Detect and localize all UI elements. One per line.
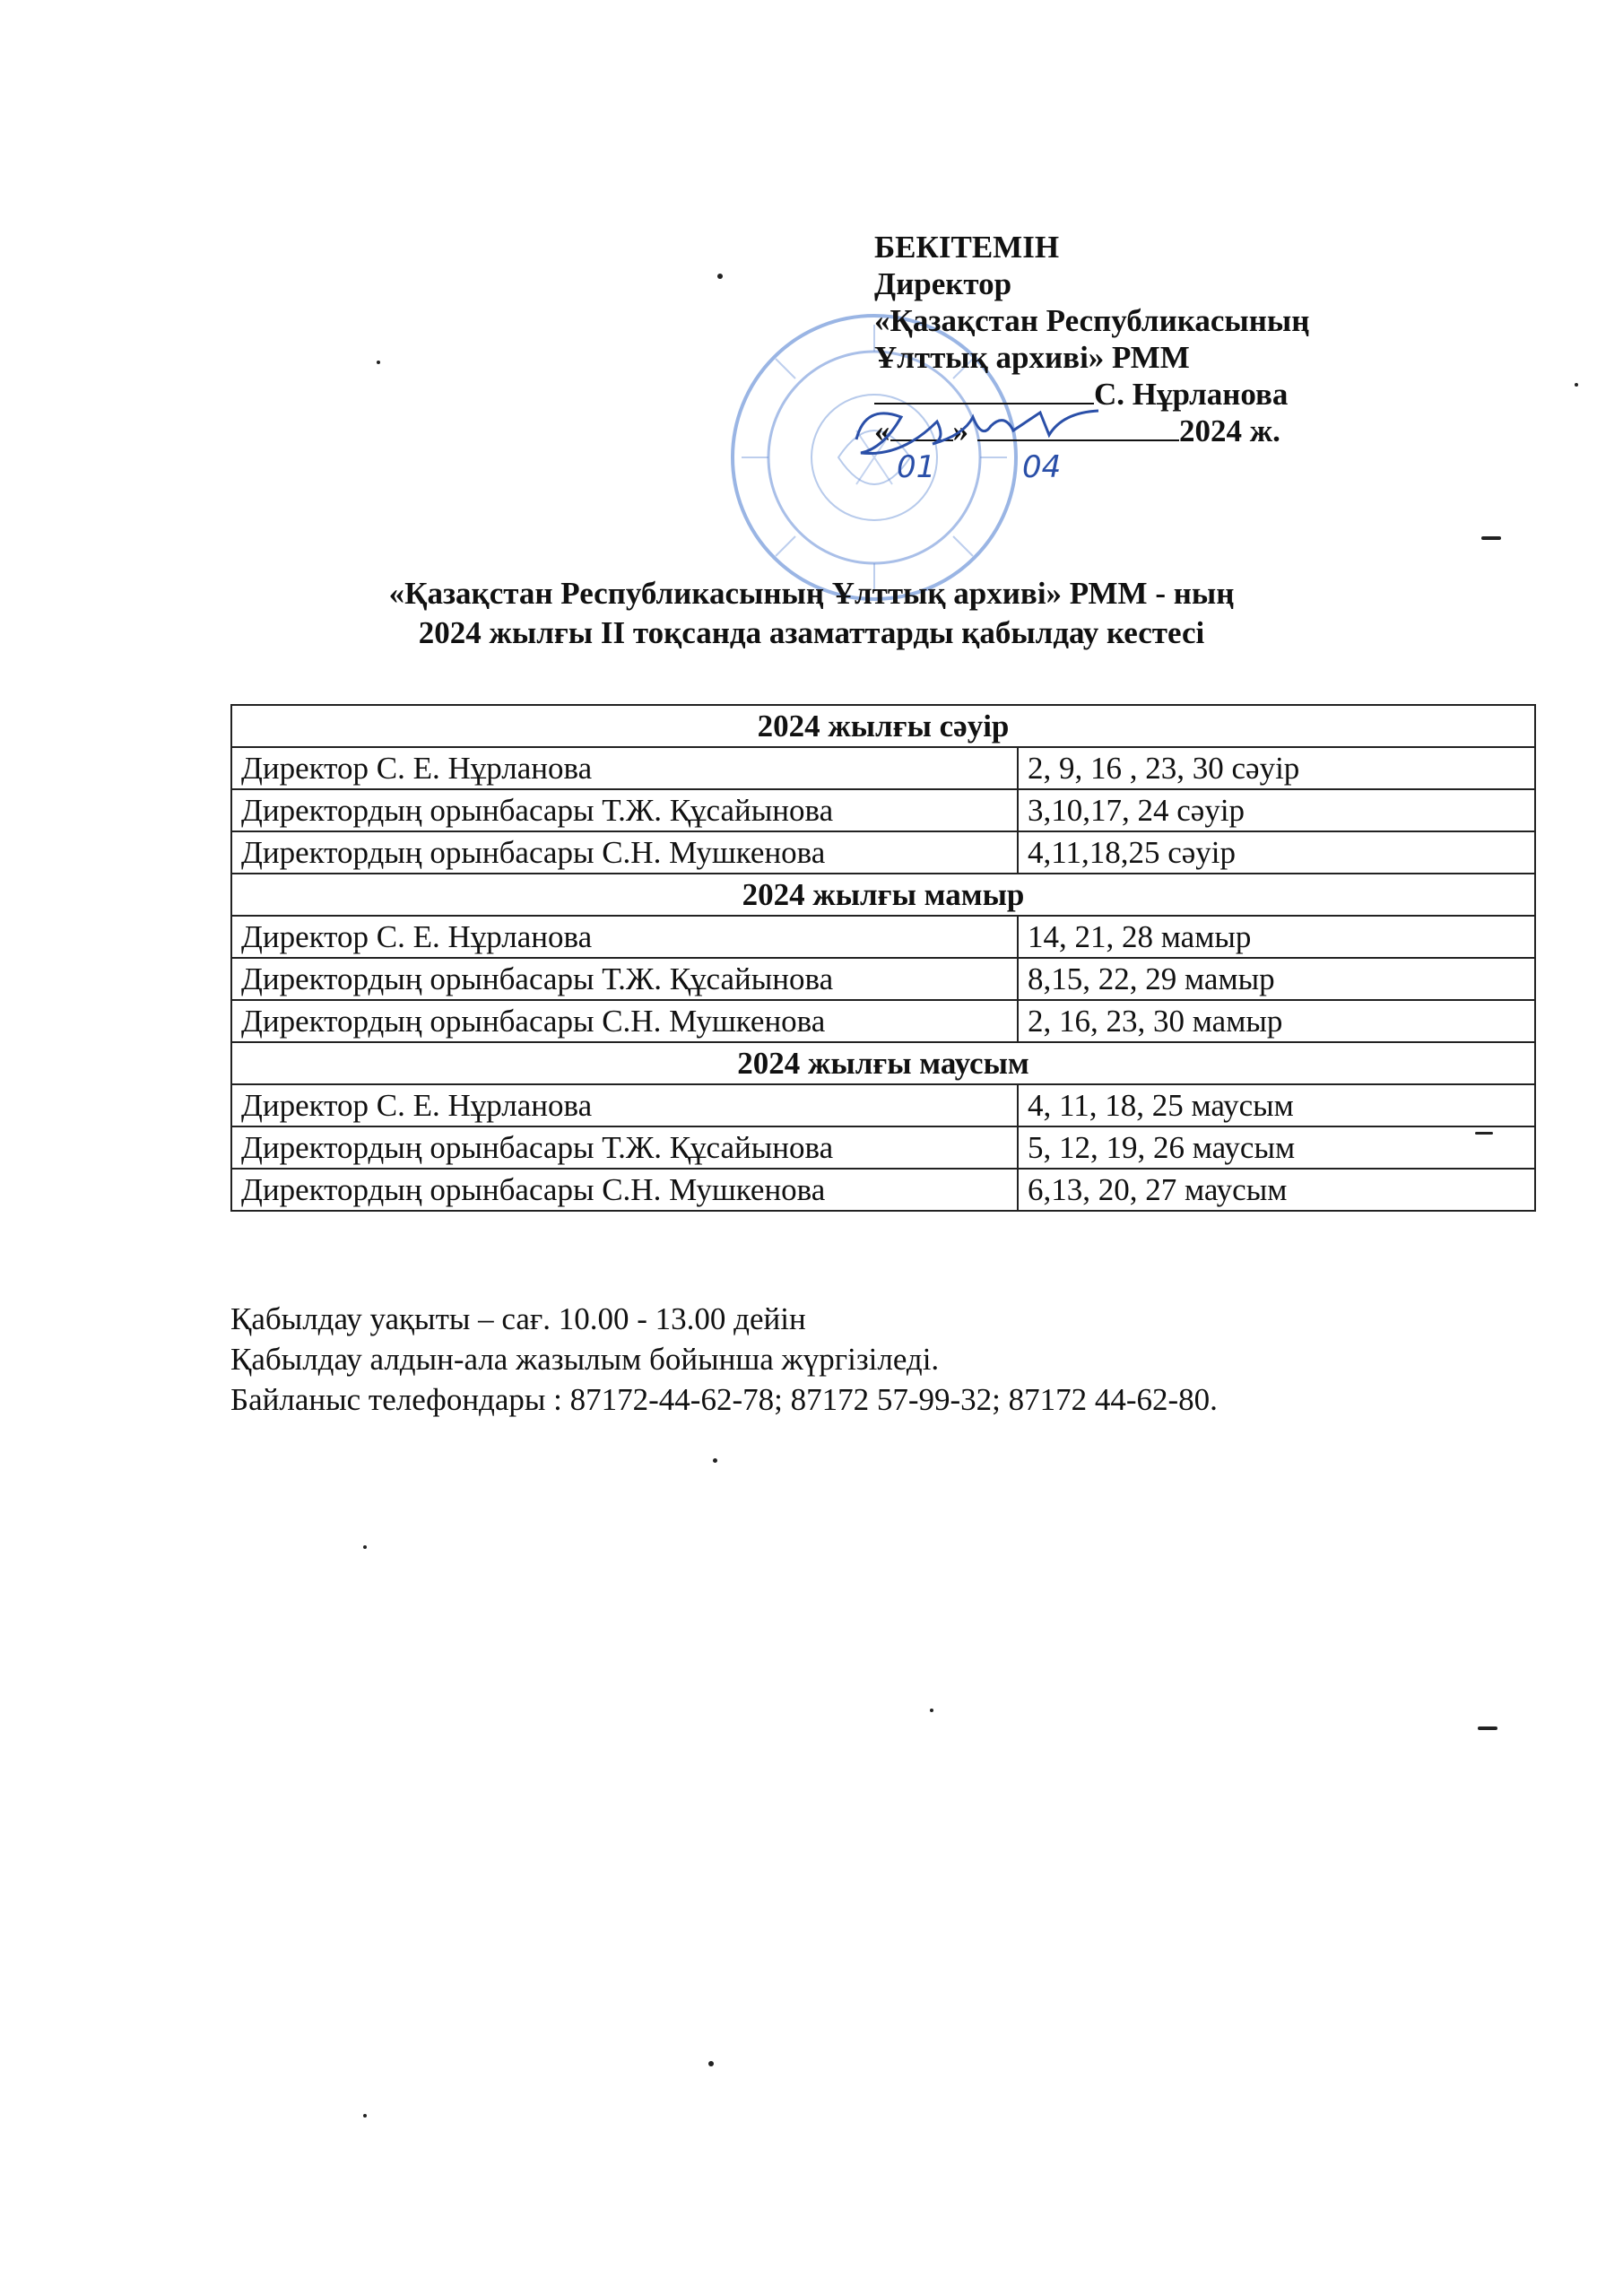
scan-speck — [1575, 383, 1578, 387]
table-row — [231, 1000, 1535, 1042]
month-header: 2024 жылғы мамыр — [231, 874, 1535, 916]
person-cell: Директор С. Е. Нұрланова — [231, 1084, 1018, 1126]
dates-cell: 4,11,18,25 сәуір — [1018, 831, 1535, 874]
month-header-row — [231, 874, 1535, 916]
dates-cell: 3,10,17, 24 сәуір — [1018, 789, 1535, 831]
person-cell: Директор С. Е. Нұрланова — [231, 916, 1018, 958]
table-row — [231, 1126, 1535, 1169]
table-row — [231, 747, 1535, 789]
dates-cell: 2, 16, 23, 30 мамыр — [1018, 1000, 1535, 1042]
person-cell: Директордың орынбасары С.Н. Мушкенова — [231, 1169, 1018, 1211]
scan-speck — [717, 274, 723, 279]
signer-name: С. Нұрланова — [1094, 377, 1289, 412]
scan-speck — [1475, 1132, 1493, 1135]
approval-org-line1: «Қазақстан Республикасының — [874, 303, 1310, 338]
hand-month: 04 — [1022, 449, 1062, 485]
contact-phones: Байланыс телефондары : 87172-44-62-78; 87172 57-99-32; 87172 44-62-80. — [230, 1382, 1218, 1417]
dates-cell: 2, 9, 16 , 23, 30 сәуір — [1018, 747, 1535, 789]
month-header-row — [231, 705, 1535, 747]
approval-org-line2: Ұлттық архиві» РММ — [874, 340, 1190, 375]
approval-position: Директор — [874, 266, 1012, 301]
table-row — [231, 831, 1535, 874]
dates-cell: 5, 12, 19, 26 маусым — [1018, 1126, 1535, 1169]
scan-speck — [930, 1709, 933, 1712]
month-header-row — [231, 1042, 1535, 1084]
dates-cell: 8,15, 22, 29 мамыр — [1018, 958, 1535, 1000]
date-quote-close: » — [952, 413, 968, 448]
title-line1: «Қазақстан Республикасының Ұлттық архиві» РММ - ның — [388, 576, 1235, 611]
scan-speck — [708, 2061, 714, 2066]
table-row — [231, 958, 1535, 1000]
scan-speck — [1478, 1726, 1497, 1730]
table-row — [231, 916, 1535, 958]
person-cell: Директордың орынбасары Т.Ж. Құсайынова — [231, 1126, 1018, 1169]
date-year: 2024 ж. — [1179, 413, 1280, 448]
table-row — [231, 789, 1535, 831]
registration-note: Қабылдау алдын-ала жазылым бойынша жүргізіледі. — [230, 1342, 940, 1377]
person-cell: Директордың орынбасары Т.Ж. Құсайынова — [231, 789, 1018, 831]
month-header: 2024 жылғы маусым — [231, 1042, 1535, 1084]
scan-speck — [1481, 536, 1501, 540]
person-cell: Директордың орынбасары Т.Ж. Құсайынова — [231, 958, 1018, 1000]
reception-hours: Қабылдау уақыты – сағ. 10.00 - 13.00 дейін — [230, 1301, 806, 1336]
dates-cell: 14, 21, 28 мамыр — [1018, 916, 1535, 958]
dates-cell: 6,13, 20, 27 маусым — [1018, 1169, 1535, 1211]
hand-day: 01 — [897, 449, 936, 485]
document-title — [0, 574, 1623, 653]
handwritten-date — [888, 439, 1103, 493]
scan-speck — [363, 1545, 367, 1549]
person-cell: Директордың орынбасары С.Н. Мушкенова — [231, 1000, 1018, 1042]
approval-heading: БЕКІТЕМІН — [874, 230, 1060, 265]
scan-speck — [363, 2114, 367, 2118]
scan-speck — [713, 1458, 717, 1463]
notes-block — [230, 1299, 1218, 1420]
person-cell: Директордың орынбасары С.Н. Мушкенова — [231, 831, 1018, 874]
reception-schedule-table — [230, 704, 1536, 1212]
title-line2: 2024 жылғы II тоқсанда азаматтарды қабылдау кестесі — [418, 615, 1205, 650]
dates-cell: 4, 11, 18, 25 маусым — [1018, 1084, 1535, 1126]
table-row — [231, 1084, 1535, 1126]
person-cell: Директор С. Е. Нұрланова — [231, 747, 1018, 789]
month-header: 2024 жылғы сәуір — [231, 705, 1535, 747]
date-quote-open: « — [874, 413, 890, 448]
scan-speck — [377, 361, 380, 364]
table-row — [231, 1169, 1535, 1211]
